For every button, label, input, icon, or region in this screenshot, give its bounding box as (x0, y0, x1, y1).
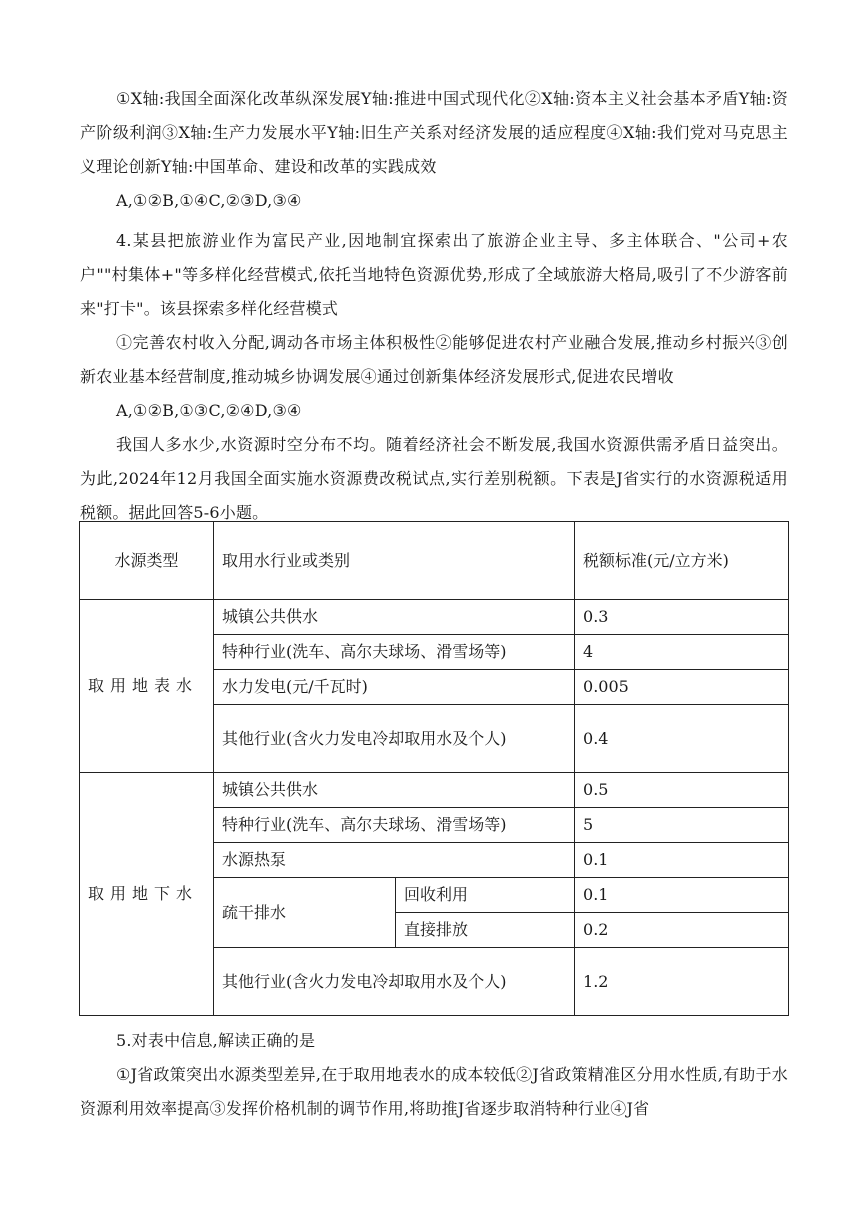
table-header-row (80, 522, 789, 600)
rate-cell: 0.005 (575, 670, 789, 705)
q5-stem: 5.对表中信息,解读正确的是 (116, 1031, 316, 1050)
category-cell: 城镇公共供水 (214, 773, 575, 808)
rate-cell: 0.3 (575, 600, 789, 635)
sub-category-cell: 直接排放 (396, 913, 575, 948)
table-row (80, 600, 789, 635)
rate-cell: 4 (575, 635, 789, 670)
rate-cell: 0.1 (575, 843, 789, 878)
water-tax-table (79, 521, 789, 1016)
rate-cell: 0.4 (575, 705, 789, 773)
ground-water-label: 取用地下水 (80, 773, 214, 1016)
drainage-label: 疏干排水 (214, 878, 396, 948)
q4-answers: A,①②B,①③C,②④D,③④ (116, 401, 302, 420)
rate-cell: 0.5 (575, 773, 789, 808)
header-source-type: 水源类型 (80, 522, 214, 600)
q3-options: ①X轴:我国全面深化改革纵深发展Y轴:推进中国式现代化②X轴:资本主义社会基本矛盾Y轴:资产阶级利润③X轴:生产力发展水平Y轴:旧生产关系对经济发展的适应程度④X轴:我们党对马克思主义理论创新Y轴:中国革命、建设和改革的实践成效 (80, 89, 788, 176)
category-cell: 其他行业(含火力发电冷却取用水及个人) (214, 705, 575, 773)
rate-cell: 5 (575, 808, 789, 843)
rate-cell: 0.1 (575, 878, 789, 913)
category-cell: 水源热泵 (214, 843, 575, 878)
category-cell: 其他行业(含火力发电冷却取用水及个人) (214, 948, 575, 1016)
q4-options: ①完善农村收入分配,调动各市场主体积极性②能够促进农村产业融合发展,推动乡村振兴③创新农业基本经营制度,推动城乡协调发展④通过创新集体经济发展形式,促进农民增收 (80, 333, 788, 386)
q5-options: ①J省政策突出水源类型差异,在于取用地表水的成本较低②J省政策精准区分用水性质,有助于水资源利用效率提高③发挥价格机制的调节作用,将助推J省逐步取消特种行业④J省 (80, 1065, 788, 1118)
category-cell: 水力发电(元/千瓦时) (214, 670, 575, 705)
category-cell: 特种行业(洗车、高尔夫球场、滑雪场等) (214, 635, 575, 670)
surface-water-label: 取用地表水 (80, 600, 214, 773)
header-category: 取用水行业或类别 (214, 522, 575, 600)
q3-answers: A,①②B,①④C,②③D,③④ (116, 191, 302, 210)
table-row (80, 773, 789, 808)
sub-category-cell: 回收利用 (396, 878, 575, 913)
category-cell: 特种行业(洗车、高尔夫球场、滑雪场等) (214, 808, 575, 843)
category-cell: 城镇公共供水 (214, 600, 575, 635)
rate-cell: 0.2 (575, 913, 789, 948)
q4-stem: 4.某县把旅游业作为富民产业,因地制宜探索出了旅游企业主导、多主体联合、"公司+农户""村集体+"等多样化经营模式,依托当地特色资源优势,形成了全域旅游大格局,吸引了不少游客前来"打卡"。该县探索多样化经营模式 (80, 231, 788, 318)
header-rate: 税额标准(元/立方米) (575, 522, 789, 600)
rate-cell: 1.2 (575, 948, 789, 1016)
material-intro: 我国人多水少,水资源时空分布不均。随着经济社会不断发展,我国水资源供需矛盾日益突出。为此,2024年12月我国全面实施水资源费改税试点,实行差别税额。下表是J省实行的水资源税适用税额。据此回答5-6小题。 (80, 435, 788, 522)
